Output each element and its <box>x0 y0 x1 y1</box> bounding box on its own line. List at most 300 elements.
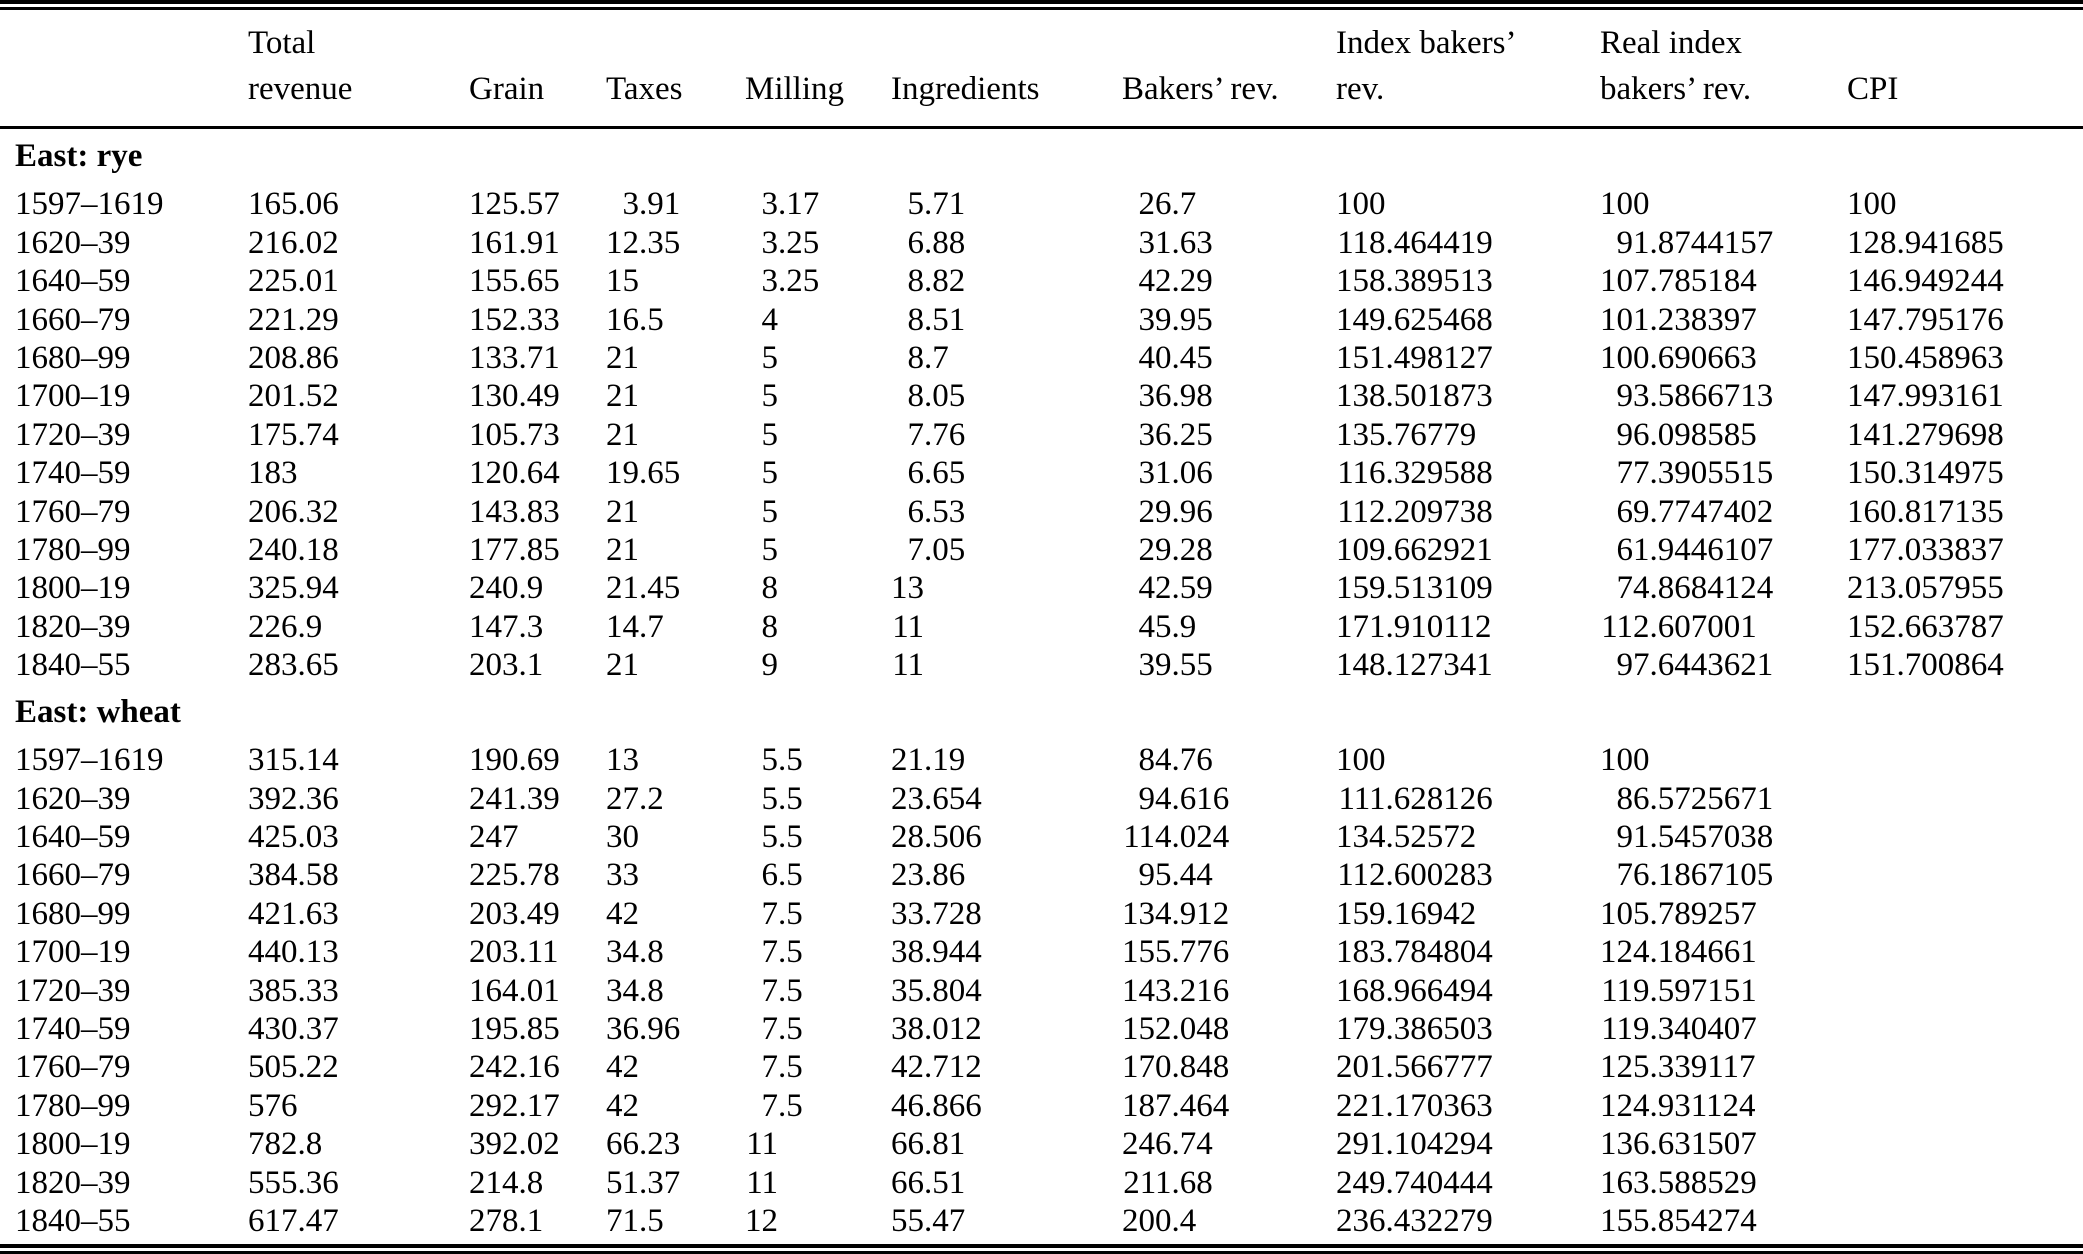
value-cell-taxes <box>606 416 745 454</box>
value-cell-ingredients <box>891 646 1122 684</box>
value-cell-index_bakers_rev <box>1336 339 1600 377</box>
integer-part: 555 <box>248 1164 298 1201</box>
integer-part: 159 <box>1336 895 1386 932</box>
table-row <box>0 377 2083 415</box>
value-cell-cpi <box>1847 454 2083 492</box>
value-cell-total_revenue <box>248 646 469 684</box>
integer-part: 155 <box>1600 1202 1650 1239</box>
value-cell-grain <box>469 608 606 646</box>
table-header <box>0 10 2083 126</box>
integer-part: 21 <box>606 340 639 377</box>
fraction-part: .340407 <box>1649 1010 1757 1047</box>
fraction-part: .59 <box>1171 570 1213 607</box>
integer-part: 171 <box>1336 608 1386 645</box>
integer-part: 425 <box>248 818 298 855</box>
fraction-part: .94 <box>297 570 339 607</box>
fraction-part: .785184 <box>1649 263 1757 300</box>
integer-part: 201 <box>248 378 298 415</box>
fraction-part: .02 <box>518 1126 560 1163</box>
table-row <box>0 1010 2083 1048</box>
value-cell-ingredients <box>891 818 1122 856</box>
integer-part: 505 <box>248 1049 298 1086</box>
fraction-part: .616 <box>1171 780 1230 817</box>
period-cell: 1640–59 <box>15 263 131 300</box>
integer-part: 6 <box>907 455 924 492</box>
value-cell-taxes <box>606 1202 745 1240</box>
period-cell: 1820–39 <box>15 608 131 645</box>
integer-part: 21 <box>606 378 639 415</box>
fraction-part: .45 <box>639 570 681 607</box>
fraction-part: .85 <box>518 532 560 569</box>
value-cell-ingredients <box>891 224 1122 262</box>
value-cell-real_index_bakers_rev <box>1600 569 1847 607</box>
value-cell-total_revenue <box>248 856 469 894</box>
value-cell-taxes <box>606 339 745 377</box>
integer-part: 109 <box>1336 532 1386 569</box>
table-row <box>0 224 2083 262</box>
fraction-part: .209738 <box>1385 493 1493 530</box>
value-cell-grain <box>469 454 606 492</box>
fraction-part: .817135 <box>1896 493 2004 530</box>
integer-part: 135 <box>1336 416 1386 453</box>
integer-part: 278 <box>469 1202 519 1239</box>
fraction-part: .7 <box>639 608 664 645</box>
fraction-part: .47 <box>924 1202 966 1239</box>
table-row <box>0 972 2083 1010</box>
integer-part: 203 <box>469 934 519 971</box>
value-cell-total_revenue <box>248 895 469 933</box>
integer-part: 3 <box>622 186 639 223</box>
value-cell-ingredients <box>891 531 1122 569</box>
value-cell-milling <box>745 1125 891 1163</box>
integer-part: 152 <box>469 301 519 338</box>
integer-part: 128 <box>1847 224 1897 261</box>
value-cell-cpi <box>1847 569 2083 607</box>
integer-part: 158 <box>1336 263 1386 300</box>
integer-part: 124 <box>1600 934 1650 971</box>
value-cell-index_bakers_rev <box>1336 1125 1600 1163</box>
value-cell-index_bakers_rev <box>1336 741 1600 779</box>
integer-part: 107 <box>1600 263 1650 300</box>
period-cell: 1680–99 <box>15 895 131 932</box>
value-cell-bakers_rev <box>1122 933 1336 971</box>
value-cell-cpi <box>1847 531 2083 569</box>
integer-part: 5 <box>761 340 778 377</box>
table-bottom-rule <box>0 1244 2083 1254</box>
value-cell-index_bakers_rev <box>1336 972 1600 1010</box>
data-table <box>0 10 2083 126</box>
value-cell-taxes <box>606 454 745 492</box>
integer-part: 8 <box>761 608 778 645</box>
value-cell-milling <box>745 531 891 569</box>
fraction-part: .033837 <box>1896 532 2004 569</box>
fraction-part: .506 <box>924 818 982 855</box>
fraction-part: .057955 <box>1896 570 2004 607</box>
period-cell: 1740–59 <box>15 455 131 492</box>
value-cell-index_bakers_rev <box>1336 608 1600 646</box>
value-cell-taxes <box>606 262 745 300</box>
value-cell-milling <box>745 972 891 1010</box>
table-row <box>0 1125 2083 1163</box>
integer-part: 42 <box>606 1087 639 1124</box>
integer-part: 5 <box>761 493 778 530</box>
integer-part: 201 <box>1336 1049 1386 1086</box>
column-header-ingredients: Ingredients <box>891 71 1040 107</box>
value-cell-grain <box>469 818 606 856</box>
fraction-part: .03 <box>297 818 339 855</box>
integer-part: 42 <box>606 895 639 932</box>
value-cell-bakers_rev <box>1122 741 1336 779</box>
integer-part: 116 <box>1337 455 1386 492</box>
integer-part: 168 <box>1336 972 1386 1009</box>
fraction-part: .22 <box>297 1049 339 1086</box>
value-cell-milling <box>745 377 891 415</box>
fraction-part: .16 <box>518 1049 560 1086</box>
integer-part: 384 <box>248 857 298 894</box>
integer-part: 130 <box>469 378 519 415</box>
integer-part: 112 <box>1601 608 1650 645</box>
value-cell-index_bakers_rev <box>1336 416 1600 454</box>
value-cell-bakers_rev <box>1122 1010 1336 1048</box>
fraction-part: .662921 <box>1385 532 1493 569</box>
integer-part: 86 <box>1616 780 1650 817</box>
fraction-part: .52 <box>297 378 339 415</box>
column-header-index_bakers_rev: Index bakers’ rev. <box>1336 25 1517 107</box>
value-cell-total_revenue <box>248 933 469 971</box>
fraction-part: .8 <box>639 934 664 971</box>
fraction-part: .14 <box>297 742 339 779</box>
value-cell-index_bakers_rev <box>1336 933 1600 971</box>
period-cell: 1597–1619 <box>15 742 164 779</box>
value-cell-grain <box>469 741 606 779</box>
integer-part: 190 <box>469 742 519 779</box>
value-cell-index_bakers_rev <box>1336 780 1600 818</box>
value-cell-milling <box>745 339 891 377</box>
column-header-grain: Grain <box>469 71 545 107</box>
value-cell-cpi <box>1847 1202 2083 1240</box>
integer-part: 39 <box>1138 301 1172 338</box>
integer-part: 292 <box>469 1087 519 1124</box>
integer-part: 61 <box>1616 532 1650 569</box>
value-cell-grain <box>469 493 606 531</box>
integer-part: 5 <box>761 532 778 569</box>
fraction-part: .51 <box>924 301 966 338</box>
value-cell-taxes <box>606 1048 745 1086</box>
fraction-part: .3 <box>518 608 544 645</box>
period-cell: 1700–19 <box>15 934 131 971</box>
value-cell-index_bakers_rev <box>1336 1087 1600 1125</box>
integer-part: 225 <box>248 263 298 300</box>
fraction-part: .464419 <box>1385 224 1493 261</box>
value-cell-index_bakers_rev <box>1336 301 1600 339</box>
fraction-part: .47 <box>297 1202 339 1239</box>
integer-part: 23 <box>891 780 924 817</box>
integer-part: 203 <box>469 895 519 932</box>
value-cell-bakers_rev <box>1122 1164 1336 1202</box>
integer-part: 163 <box>1600 1164 1650 1201</box>
integer-part: 119 <box>1601 1010 1650 1047</box>
value-cell-grain <box>469 416 606 454</box>
integer-part: 136 <box>1600 1126 1650 1163</box>
fraction-part: .35 <box>639 224 681 261</box>
integer-part: 147 <box>1847 301 1897 338</box>
period-cell: 1597–1619 <box>15 186 164 223</box>
period-cell: 1720–39 <box>15 972 131 1009</box>
value-cell-milling <box>745 780 891 818</box>
integer-part: 392 <box>248 780 298 817</box>
table-row <box>0 185 2083 223</box>
integer-part: 5 <box>761 780 778 817</box>
integer-part: 225 <box>469 857 519 894</box>
value-cell-taxes <box>606 1087 745 1125</box>
fraction-part: .5 <box>778 818 803 855</box>
fraction-part: .23 <box>639 1126 681 1163</box>
period-cell: 1660–79 <box>15 857 131 894</box>
value-cell-milling <box>745 416 891 454</box>
fraction-part: .7 <box>924 340 949 377</box>
fraction-part: .13 <box>297 934 339 971</box>
value-cell-cpi <box>1847 185 2083 223</box>
period-cell: 1620–39 <box>15 224 131 261</box>
integer-part: 31 <box>1138 455 1172 492</box>
value-cell-index_bakers_rev <box>1336 646 1600 684</box>
value-cell-ingredients <box>891 1048 1122 1086</box>
fraction-part: .944 <box>924 934 982 971</box>
fraction-part: .184661 <box>1649 934 1757 971</box>
integer-part: 42 <box>606 1049 639 1086</box>
period-cell: 1820–39 <box>15 1164 131 1201</box>
period-cell: 1640–59 <box>15 818 131 855</box>
value-cell-total_revenue <box>248 185 469 223</box>
integer-part: 179 <box>1336 1010 1386 1047</box>
integer-part: 125 <box>1600 1049 1650 1086</box>
value-cell-milling <box>745 895 891 933</box>
fraction-part: .55 <box>1171 647 1213 684</box>
fraction-part: .941685 <box>1896 224 2004 261</box>
value-cell-taxes <box>606 933 745 971</box>
period-cell: 1800–19 <box>15 570 131 607</box>
period-cell: 1760–79 <box>15 1049 131 1086</box>
integer-part: 38 <box>891 1010 924 1047</box>
integer-part: 6 <box>761 857 778 894</box>
fraction-part: .279698 <box>1896 416 2004 453</box>
integer-part: 105 <box>469 416 519 453</box>
value-cell-real_index_bakers_rev <box>1600 339 1847 377</box>
integer-part: 91 <box>1616 818 1650 855</box>
value-cell-total_revenue <box>248 1010 469 1048</box>
value-cell-total_revenue <box>248 972 469 1010</box>
fraction-part: .25 <box>1171 416 1213 453</box>
integer-part: 76 <box>1616 857 1650 894</box>
integer-part: 246 <box>1122 1126 1172 1163</box>
table-row <box>0 416 2083 454</box>
value-cell-grain <box>469 1125 606 1163</box>
fraction-part: .91 <box>518 224 560 261</box>
value-cell-bakers_rev <box>1122 1202 1336 1240</box>
value-cell-total_revenue <box>248 531 469 569</box>
integer-part: 21 <box>891 742 924 779</box>
value-cell-cpi <box>1847 608 2083 646</box>
value-cell-index_bakers_rev <box>1336 569 1600 607</box>
fraction-part: .170363 <box>1385 1087 1493 1124</box>
value-cell-index_bakers_rev <box>1336 262 1600 300</box>
integer-part: 195 <box>469 1010 519 1047</box>
table-row <box>0 454 2083 492</box>
value-cell-bakers_rev <box>1122 1048 1336 1086</box>
value-cell-real_index_bakers_rev <box>1600 741 1847 779</box>
integer-part: 175 <box>248 416 298 453</box>
period-cell: 1720–39 <box>15 416 131 453</box>
integer-part: 30 <box>606 818 639 855</box>
integer-part: 241 <box>469 780 519 817</box>
value-cell-grain <box>469 856 606 894</box>
value-cell-real_index_bakers_rev <box>1600 493 1847 531</box>
fraction-part: .29 <box>297 301 339 338</box>
value-cell-ingredients <box>891 377 1122 415</box>
integer-part: 100 <box>1847 186 1897 223</box>
period-cell: 1840–55 <box>15 647 131 684</box>
integer-part: 165 <box>248 186 298 223</box>
value-cell-cpi <box>1847 301 2083 339</box>
fraction-part: .65 <box>639 455 681 492</box>
integer-part: 33 <box>606 857 639 894</box>
integer-part: 7 <box>761 1087 778 1124</box>
fraction-part: .65 <box>924 455 966 492</box>
fraction-part: .63 <box>1171 224 1213 261</box>
value-cell-ingredients <box>891 569 1122 607</box>
fraction-part: .76779 <box>1385 416 1477 453</box>
fraction-part: .795176 <box>1896 301 2004 338</box>
integer-part: 11 <box>892 608 924 645</box>
fraction-part: .81 <box>924 1126 966 1163</box>
integer-part: 152 <box>1122 1010 1172 1047</box>
integer-part: 3 <box>761 224 778 261</box>
integer-part: 29 <box>1138 532 1172 569</box>
fraction-part: .789257 <box>1649 895 1757 932</box>
fraction-part: .216 <box>1171 972 1230 1009</box>
integer-part: 21 <box>606 570 639 607</box>
column-header-total_revenue: Total revenue <box>248 25 353 107</box>
integer-part: 183 <box>1336 934 1386 971</box>
value-cell-total_revenue <box>248 1087 469 1125</box>
integer-part: 16 <box>606 301 639 338</box>
value-cell-ingredients <box>891 1202 1122 1240</box>
integer-part: 134 <box>1122 895 1172 932</box>
value-cell-grain <box>469 569 606 607</box>
integer-part: 97 <box>1616 647 1650 684</box>
value-cell-index_bakers_rev <box>1336 1164 1600 1202</box>
value-cell-total_revenue <box>248 301 469 339</box>
integer-part: 177 <box>1847 532 1897 569</box>
fraction-part: .17 <box>518 1087 560 1124</box>
integer-part: 35 <box>891 972 924 1009</box>
value-cell-index_bakers_rev <box>1336 531 1600 569</box>
integer-part: 26 <box>1138 186 1172 223</box>
value-cell-index_bakers_rev <box>1336 224 1600 262</box>
integer-part: 430 <box>248 1010 298 1047</box>
integer-part: 96 <box>1616 416 1650 453</box>
integer-part: 782 <box>248 1126 298 1163</box>
integer-part: 221 <box>1336 1087 1386 1124</box>
fraction-part: .1867105 <box>1649 857 1774 894</box>
fraction-part: .024 <box>1171 818 1230 855</box>
fraction-part: .9 <box>1171 608 1197 645</box>
value-cell-cpi <box>1847 972 2083 1010</box>
table-row <box>0 339 2083 377</box>
integer-part: 5 <box>761 455 778 492</box>
column-header-taxes: Taxes <box>606 71 683 107</box>
fraction-part: .51 <box>924 1164 966 1201</box>
value-cell-milling <box>745 1010 891 1048</box>
value-cell-grain <box>469 933 606 971</box>
fraction-part: .5 <box>778 895 803 932</box>
integer-part: 119 <box>1601 972 1650 1009</box>
value-cell-cpi <box>1847 262 2083 300</box>
value-cell-taxes <box>606 493 745 531</box>
section-row <box>0 129 2083 185</box>
value-cell-real_index_bakers_rev <box>1600 1202 1847 1240</box>
integer-part: 5 <box>761 742 778 779</box>
integer-part: 8 <box>907 378 924 415</box>
integer-part: 240 <box>248 532 298 569</box>
integer-part: 34 <box>606 972 639 1009</box>
table-row <box>0 856 2083 894</box>
value-cell-taxes <box>606 377 745 415</box>
fraction-part: .498127 <box>1385 340 1493 377</box>
value-cell-index_bakers_rev <box>1336 1048 1600 1086</box>
integer-part: 211 <box>1123 1164 1172 1201</box>
integer-part: 617 <box>248 1202 298 1239</box>
value-cell-milling <box>745 818 891 856</box>
fraction-part: .69 <box>518 742 560 779</box>
fraction-part: .2 <box>639 780 664 817</box>
fraction-part: .9446107 <box>1649 532 1774 569</box>
value-cell-grain <box>469 1048 606 1086</box>
fraction-part: .628126 <box>1385 780 1493 817</box>
integer-part: 247 <box>469 818 519 855</box>
value-cell-cpi <box>1847 933 2083 971</box>
value-cell-milling <box>745 454 891 492</box>
fraction-part: .597151 <box>1649 972 1757 1009</box>
integer-part: 213 <box>1847 570 1897 607</box>
fraction-part: .104294 <box>1385 1126 1493 1163</box>
fraction-part: .8 <box>639 972 664 1009</box>
value-cell-bakers_rev <box>1122 1087 1336 1125</box>
fraction-part: .238397 <box>1649 301 1757 338</box>
integer-part: 147 <box>1847 378 1897 415</box>
value-cell-total_revenue <box>248 454 469 492</box>
integer-part: 155 <box>469 263 519 300</box>
fraction-part: .339117 <box>1649 1049 1756 1086</box>
integer-part: 51 <box>606 1164 639 1201</box>
fraction-part: .78 <box>518 857 560 894</box>
value-cell-real_index_bakers_rev <box>1600 416 1847 454</box>
value-cell-taxes <box>606 1125 745 1163</box>
integer-part: 100 <box>1600 186 1650 223</box>
integer-part: 151 <box>1336 340 1386 377</box>
fraction-part: .5 <box>778 1049 803 1086</box>
integer-part: 146 <box>1847 263 1897 300</box>
integer-part: 149 <box>1336 301 1386 338</box>
integer-part: 576 <box>248 1087 298 1124</box>
value-cell-milling <box>745 224 891 262</box>
integer-part: 55 <box>891 1202 924 1239</box>
value-cell-total_revenue <box>248 741 469 779</box>
fraction-part: .71 <box>924 186 966 223</box>
value-cell-real_index_bakers_rev <box>1600 608 1847 646</box>
value-cell-taxes <box>606 224 745 262</box>
integer-part: 125 <box>469 186 519 223</box>
